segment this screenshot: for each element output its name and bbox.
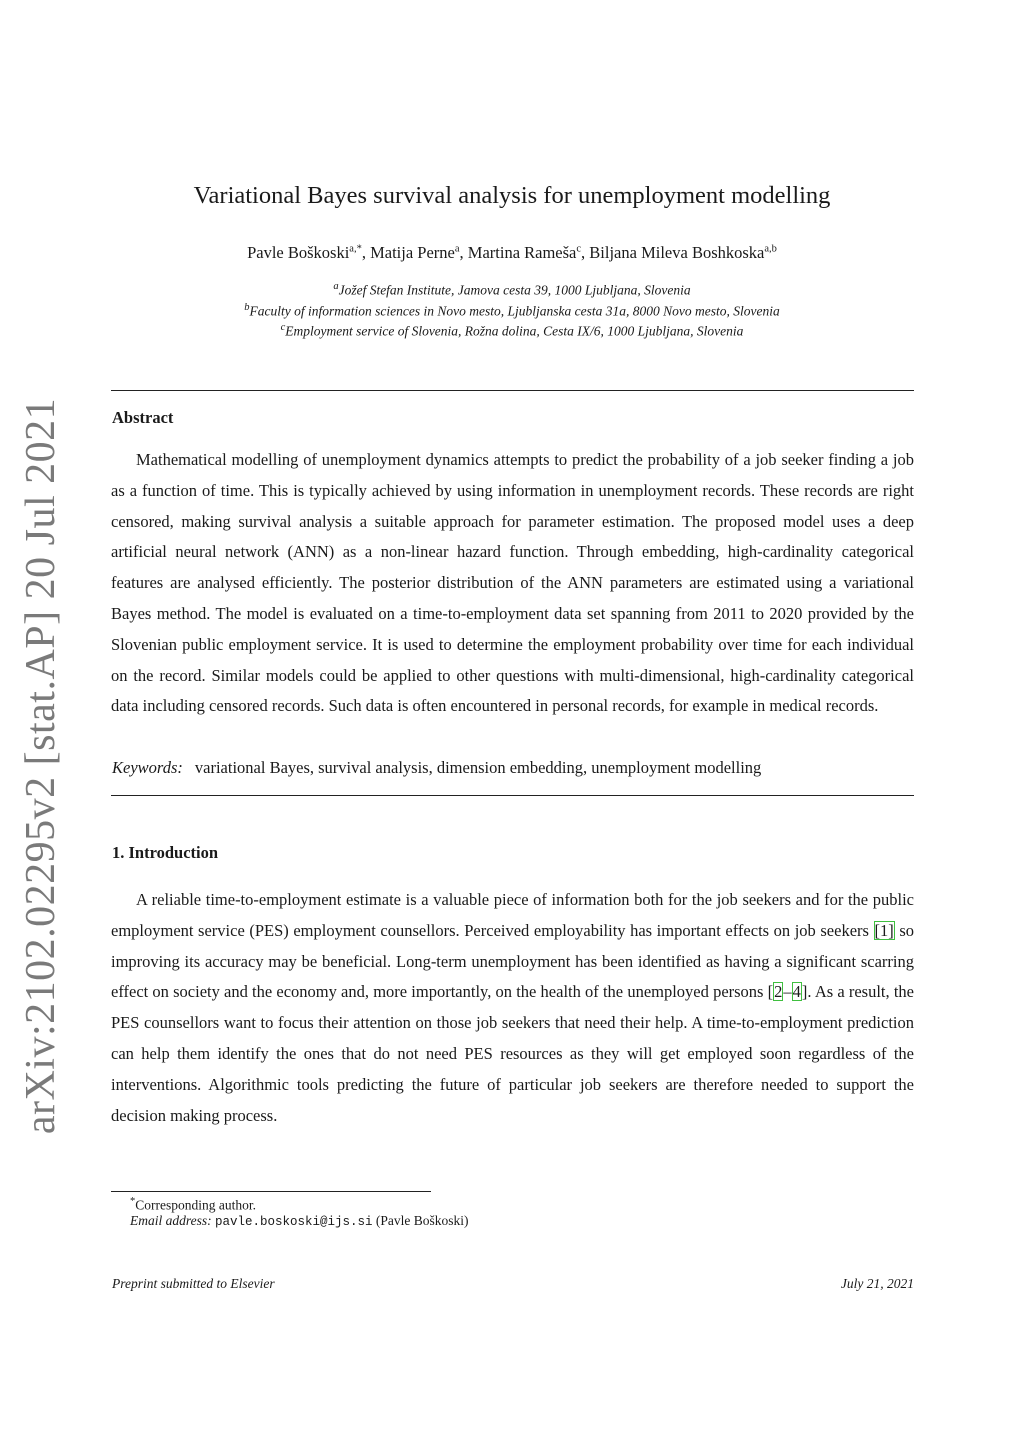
email-label: Email address: xyxy=(130,1213,212,1228)
affiliation xyxy=(110,299,914,320)
author-affiliation-mark: a,b xyxy=(764,243,777,255)
footer-date: July 21, 2021 xyxy=(840,1276,914,1291)
intro-text-part: . As a result, the PES counsellors want to focus their attention on those job seekers that need their help. A time-to-employment prediction can help them identify the ones that do not need PES resources as they will get employed soon regardless of the interventions. Algorithmic tools predicting the future of particular job seekers are therefore needed to support the decision making process. xyxy=(111,982,914,1125)
affiliation-mark: b xyxy=(244,301,250,313)
arxiv-identifier-text: arXiv:2102.02295v2 [stat.AP] 20 Jul 2021 xyxy=(18,397,65,1135)
author-name: Matija Perne xyxy=(370,243,455,262)
keywords-text: variational Bayes, survival analysis, dimension embedding, unemployment modelling xyxy=(194,758,762,777)
email-owner: (Pavle Boškoski) xyxy=(375,1213,469,1228)
abstract-heading: Abstract xyxy=(112,408,174,427)
footnote-rule xyxy=(111,1191,431,1192)
affiliation-text: Employment service of Slovenia, Rožna dolina, Cesta IX/6, 1000 Ljubljana, Slovenia xyxy=(285,323,744,339)
author-name: Pavle Boškoski xyxy=(247,243,350,262)
affiliation xyxy=(110,319,914,340)
citation-link[interactable]: 2 xyxy=(774,982,783,1002)
intro-text-part: so improving its accuracy may be beneficial. Long-term unemployment has been identified as having a significant scarring effect on society and the economy and, more importantly, on the health of the unemployed persons xyxy=(111,920,915,1002)
intro-text-part: A reliable time-to-employment estimate is a valuable piece of information both for the job seekers and for the public employment service (PES) employment counsellors. Perceived employability has important effects on job seekers xyxy=(111,890,914,940)
footnote-mark: * xyxy=(130,1196,136,1207)
affiliation xyxy=(110,278,914,299)
abstract-text: Mathematical modelling of unemployment dynamics attempts to predict the probability of a job seeker finding a job as a function of time. This is typically achieved by using information in unemployment records. These records are right censored, making survival analysis a suitable approach for parameter estimation. The proposed model uses a deep artificial neural network (ANN) as a non-linear hazard function. Through embedding, high-cardinality categorical features are analysed efficiently. The posterior distribution of the ANN parameters are estimated using a variational Bayes method. The model is evaluated on a time-to-employment data set spanning from 2011 to 2020 provided by the Slovenian public employment service. It is used to determine the employment probability over time for each individual on the record. Similar models could be applied to other questions with multi-dimensional, high-cardinality categorical data including censored records. Such data is often encountered in personal records, for example in medical records. xyxy=(111,450,914,716)
keywords-line xyxy=(112,758,761,778)
citation-bracket: ] xyxy=(801,982,808,1002)
keywords-label: Keywords: xyxy=(112,758,183,777)
author-name: Martina Rameša xyxy=(467,243,577,262)
footnote-corresponding xyxy=(130,1196,256,1214)
section-heading-introduction: 1. Introduction xyxy=(112,843,219,862)
footnote-email xyxy=(130,1213,469,1229)
abstract-bottom-rule xyxy=(111,795,914,796)
citation-link[interactable]: 4 xyxy=(792,982,801,1002)
affiliation-text: Jožef Stefan Institute, Jamova cesta 39, 1000 Ljubljana, Slovenia xyxy=(338,282,691,298)
footnote-corresponding-text: Corresponding author. xyxy=(135,1197,256,1213)
citation-dash: – xyxy=(783,982,792,1002)
affiliation-text: Faculty of information sciences in Novo mesto, Ljubljanska cesta 31a, 8000 Novo mesto, Slovenia xyxy=(249,303,780,318)
author-list: Pavle Boškoski$^{a,*}$, Matija Perne$^a$, Martina Rameša$^c$, Biljana Mileva Boshkoska$^{a,b}$ xyxy=(247,243,777,262)
paper-title: Variational Bayes survival analysis for unemployment modelling xyxy=(193,182,831,209)
affiliation-list xyxy=(110,278,914,340)
author-affiliation-mark: a xyxy=(454,243,460,255)
abstract-top-rule xyxy=(111,390,914,391)
author-name: Biljana Mileva Boshkoska xyxy=(589,243,765,262)
introduction-paragraph xyxy=(111,885,914,1131)
email-address[interactable]: pavle.boskoski@ijs.si xyxy=(215,1215,373,1229)
citation-bracket: [ xyxy=(767,982,774,1002)
arxiv-identifier-stamp[interactable] xyxy=(10,397,72,1135)
citation-link[interactable]: [1] xyxy=(874,920,894,940)
citation-group xyxy=(768,982,808,1001)
author-affiliation-mark: a,* xyxy=(349,243,362,255)
affiliation-mark: a xyxy=(333,281,339,292)
affiliation-mark: c xyxy=(280,322,286,333)
author-affiliation-mark: c xyxy=(576,243,582,255)
footer-preprint-note: Preprint submitted to Elsevier xyxy=(112,1276,275,1291)
